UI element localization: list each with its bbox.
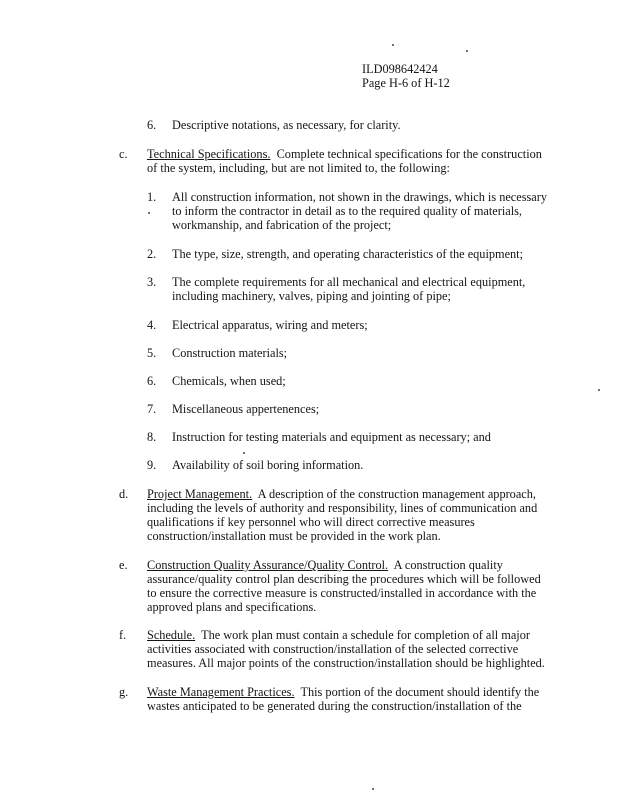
section-text: approved plans and specifications.: [147, 600, 317, 614]
section-label: g.: [119, 685, 129, 699]
section-g-first-line: [147, 685, 539, 700]
section-text: The work plan must contain a schedule for completion of all major: [201, 628, 530, 642]
item-label: 6.: [147, 118, 157, 132]
item-text: Chemicals, when used;: [172, 374, 286, 388]
item-text: Availability of soil boring information.: [172, 458, 364, 472]
item-text: Electrical apparatus, wiring and meters;: [172, 318, 368, 332]
item-text: All construction information, not shown in the drawings, which is necessary: [172, 190, 547, 204]
scan-speck: [392, 44, 394, 46]
item-text: The type, size, strength, and operating characteristics of the equipment;: [172, 247, 524, 261]
section-text: qualifications if key personnel who will direct corrective measures: [147, 515, 475, 529]
item-label: 1.: [147, 190, 157, 204]
section-c-first-line: [147, 147, 542, 162]
section-text: A construction quality: [393, 558, 503, 572]
section-text: measures. All major points of the construction/installation should be highlighted.: [147, 656, 545, 670]
scan-speck: [466, 50, 468, 52]
item-text: Construction materials;: [172, 346, 288, 360]
section-text: assurance/quality control plan describing the procedures which will be followed: [147, 572, 541, 586]
section-text: Complete technical specifications for the construction: [276, 147, 542, 161]
item-label: 8.: [147, 430, 157, 444]
item-text: Descriptive notations, as necessary, for clarity.: [172, 118, 401, 132]
item-text: Instruction for testing materials and equipment as necessary; and: [172, 430, 491, 444]
item-text: including machinery, valves, piping and jointing of pipe;: [172, 289, 451, 303]
item-label: 6.: [147, 374, 157, 388]
section-label: e.: [119, 558, 128, 572]
section-text: This portion of the document should identify the: [300, 685, 540, 699]
section-heading: Project Management.: [147, 487, 253, 501]
scan-speck: [598, 389, 600, 391]
item-label: 4.: [147, 318, 157, 332]
item-label: 9.: [147, 458, 157, 472]
item-text: Miscellaneous appertenences;: [172, 402, 320, 416]
section-e-first-line: [147, 558, 503, 573]
document-id: ILD098642424: [362, 62, 438, 76]
item-text: workmanship, and fabrication of the project;: [172, 218, 392, 232]
section-d-first-line: [147, 487, 536, 502]
scan-speck: [148, 212, 150, 214]
section-text: construction/installation must be provided in the work plan.: [147, 529, 441, 543]
section-label: f.: [119, 628, 127, 642]
section-label: d.: [119, 487, 129, 501]
section-heading: Waste Management Practices.: [147, 685, 295, 699]
section-heading: Technical Specifications.: [147, 147, 271, 161]
item-label: 2.: [147, 247, 157, 261]
item-label: 3.: [147, 275, 157, 289]
section-f-first-line: [147, 628, 530, 643]
section-label: c.: [119, 147, 128, 161]
item-text: to inform the contractor in detail as to the required quality of materials,: [172, 204, 523, 218]
section-text: wastes anticipated to be generated during the construction/installation of the: [147, 699, 522, 713]
item-label: 7.: [147, 402, 157, 416]
section-text: of the system, including, but are not limited to, the following:: [147, 161, 450, 175]
page-number: Page H-6 of H-12: [362, 76, 450, 90]
section-text: to ensure the corrective measure is constructed/installed in accordance with the: [147, 586, 537, 600]
scan-speck: [372, 788, 374, 790]
section-text: activities associated with construction/installation of the selected corrective: [147, 642, 519, 656]
section-heading: Construction Quality Assurance/Quality Control.: [147, 558, 389, 572]
scan-speck: [243, 452, 245, 454]
section-text: including the levels of authority and responsibility, lines of communication and: [147, 501, 538, 515]
section-text: A description of the construction management approach,: [257, 487, 536, 501]
item-label: 5.: [147, 346, 157, 360]
item-text: The complete requirements for all mechanical and electrical equipment,: [172, 275, 526, 289]
section-heading: Schedule.: [147, 628, 196, 642]
